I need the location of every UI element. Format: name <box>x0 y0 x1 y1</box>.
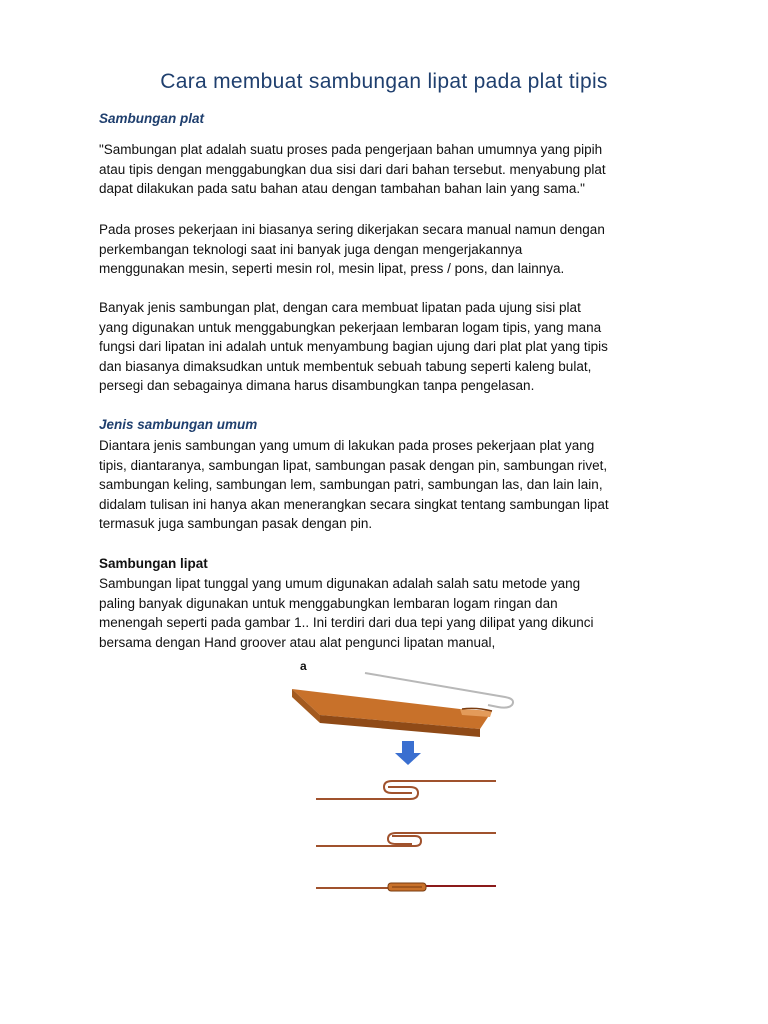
text-line: persegi dan sebagainya dimana harus disambungkan tanpa pengelasan. <box>99 378 535 394</box>
text-line: Sambungan lipat tunggal yang umum digunakan adalah salah satu metode yang <box>99 576 581 591</box>
text-line: fungsi dari lipatan ini adalah untuk menyambung bagian ujung dari plat plat yang tipis <box>99 339 608 355</box>
text-line: menengah seperti pada gambar 1.. Ini terdiri dari dua tepi yang dilipat yang dikunci <box>99 615 594 631</box>
seam-step-3 <box>316 883 496 891</box>
text-line: bersama dengan Hand groover atau alat pengunci lipatan manual, <box>99 634 496 650</box>
text-line: Pada proses pekerjaan ini biasanya sering dikerjakan secara manual namun dengan <box>99 222 605 237</box>
fold-joint-figure <box>280 655 520 900</box>
paragraph-fold-joint <box>99 574 689 652</box>
text-line: paling banyak digunakan untuk menggabungkan lembaran logam ringan dan <box>99 595 558 611</box>
figure-label: a <box>300 659 307 673</box>
paragraph-process <box>99 220 689 279</box>
seam-step-1 <box>316 781 496 799</box>
text-line: perkembangan teknologi saat ini banyak juga dengan mengerjakannya <box>99 241 523 257</box>
text-line: sambungan keling, sambungan lem, sambungan patri, sambungan las, dan lain lain, <box>99 477 603 493</box>
copper-plate <box>292 689 492 737</box>
text-line: "Sambungan plat adalah suatu proses pada pengerjaan bahan umumnya yang pipih <box>99 142 603 157</box>
text-line: Diantara jenis sambungan yang umum di lakukan pada proses pekerjaan plat yang <box>99 438 595 453</box>
text-line: Banyak jenis sambungan plat, dengan cara membuat lipatan pada ujung sisi plat <box>99 300 581 315</box>
page-title: Cara membuat sambungan lipat pada plat tipis <box>160 70 608 93</box>
text-line: menggunakan mesin, seperti mesin rol, mesin lipat, press / pons, dan lainnya. <box>99 261 565 277</box>
down-arrow-icon <box>395 741 421 765</box>
text-line: didalam tulisan ini hanya akan menerangkan secara singkat tentang sambungan lipat <box>99 496 609 512</box>
text-line: dapat dilakukan pada satu bahan atau dengan tambahan bahan lain yang sama." <box>99 181 585 197</box>
text-line: termasuk juga sambungan pasak dengan pin. <box>99 516 373 532</box>
section-heading-jenis-sambungan: Jenis sambungan umum <box>99 417 258 432</box>
paragraph-types <box>99 298 689 396</box>
paragraph-definition <box>99 140 689 199</box>
seam-step-2 <box>316 833 496 846</box>
fold-joint-illustration <box>280 655 520 900</box>
text-line: atau tipis dengan menggabungkan dua sisi dari dari bahan tersebut. menyabung plat <box>99 161 606 177</box>
section-heading-sambungan-lipat: Sambungan lipat <box>99 556 208 571</box>
paragraph-common-joints <box>99 436 689 534</box>
text-line: dan biasanya dimaksudkan untuk membentuk sebuah tabung seperti kaleng bulat, <box>99 358 592 374</box>
section-heading-sambungan-plat: Sambungan plat <box>99 111 205 126</box>
text-line: tipis, diantaranya, sambungan lipat, sambungan pasak dengan pin, sambungan rivet, <box>99 457 608 473</box>
text-line: yang digunakan untuk menggabungkan pekerjaan lembaran logam tipis, yang mana <box>99 319 602 335</box>
